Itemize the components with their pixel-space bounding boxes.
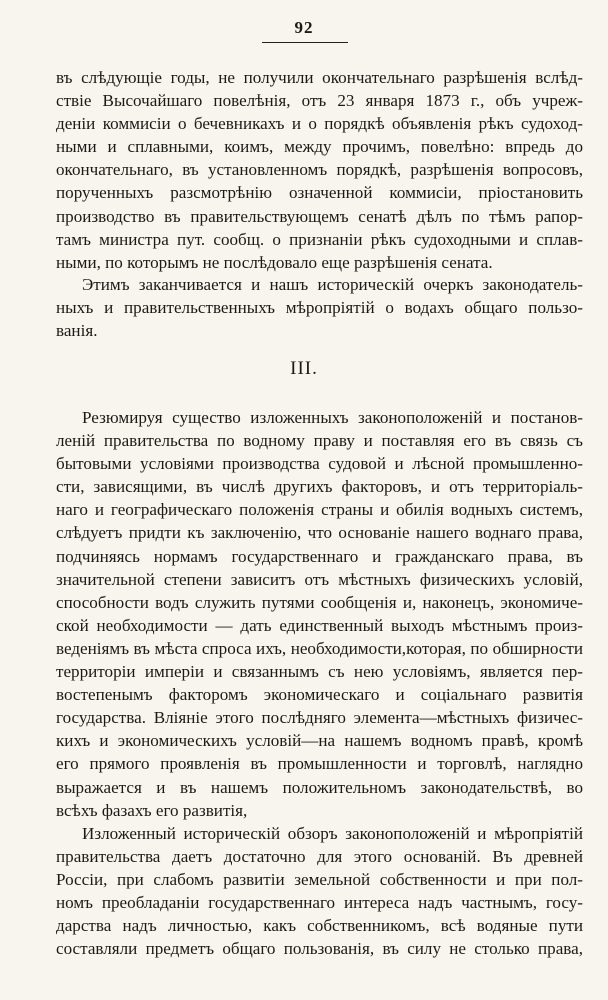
text-line: кихъ и экономическихъ условій—на нашемъ водномъ правѣ, кромѣ bbox=[56, 731, 583, 751]
text-line: выражается и въ нашемъ положительномъ законодательствѣ, во bbox=[56, 777, 583, 797]
text-line: деніи коммисіи о бечевникахъ и о порядкѣ объявленія рѣкъ судоход- bbox=[56, 114, 583, 134]
text-line: ными и сплавными, коимъ, между прочимъ, повелѣно: впредь до bbox=[56, 137, 583, 157]
text-line: веденіямъ въ мѣста спроса ихъ, необходимости,которая, по обширности bbox=[56, 638, 583, 658]
text-line: слѣдуетъ придти къ заключенію, что основаніе нашего воднаго права, bbox=[56, 523, 583, 543]
text-line: способности водъ служить путями сообщенія и, наконецъ, экономиче- bbox=[56, 592, 583, 612]
text-line: производство въ правительствующемъ сенатѣ дѣлъ по тѣмъ рапор- bbox=[56, 206, 583, 226]
text-line: ской необходимости — дать единственный выходъ мѣстнымъ произ- bbox=[56, 615, 583, 635]
text-line: порученныхъ разсмотрѣнію означенной коммисіи, пріостановить bbox=[56, 183, 583, 203]
text-line: бытовыми условіями производства судовой и лѣсной промышленно- bbox=[56, 454, 583, 474]
paragraph-4 bbox=[56, 822, 583, 961]
text-line: ныхъ и правительственныхъ мѣропріятій о водахъ общаго пользо- bbox=[56, 298, 583, 318]
text-line: составляли предметъ общаго пользованія, въ силу не столько права, bbox=[56, 939, 583, 959]
text-line: дарства надъ личностью, какъ собственникомъ, всѣ водяные пути bbox=[56, 916, 583, 936]
paragraph-2 bbox=[56, 273, 583, 342]
text-line: леній правительства по водному праву и поставляя его въ связь съ bbox=[56, 431, 583, 451]
text-line: окончательнаго, въ установленномъ порядкѣ, разрѣшенія вопросовъ, bbox=[56, 160, 583, 180]
text-line: всѣхъ фазахъ его развитія, bbox=[56, 800, 248, 820]
header-rule bbox=[262, 42, 348, 43]
text-line: въ слѣдующіе годы, не получили окончательнаго разрѣшенія вслѣд- bbox=[56, 68, 583, 87]
text-line: Этимъ заканчивается и нашъ историческій очеркъ законодатель- bbox=[82, 275, 583, 294]
text-line: сти, зависящими, въ числѣ другихъ факторовъ, и отъ территоріаль- bbox=[56, 477, 583, 497]
text-line: подчиняясь нормамъ государственнаго и гражданскаго права, въ bbox=[56, 546, 583, 566]
text-line: территоріи имперіи и связаннымъ съ нею условіямъ, является пер- bbox=[56, 662, 583, 682]
section-heading: III. bbox=[290, 358, 318, 379]
text-line: его прямого проявленія въ промышленности и торговлѣ, наглядно bbox=[56, 754, 583, 774]
text-line: Россіи, при слабомъ развитіи земельной собственности и при пол- bbox=[56, 870, 583, 890]
text-line: ствіе Высочайшаго повелѣнія, отъ 23 января 1873 г., объ учреж- bbox=[56, 91, 583, 111]
text-line: правительства даетъ достаточно для этого основаній. Въ древней bbox=[56, 847, 583, 867]
text-line: государства. Вліяніе этого послѣдняго элемента—мѣстныхъ физичес- bbox=[56, 708, 583, 728]
text-line: ванія. bbox=[56, 321, 98, 341]
text-line: ными, по которымъ не послѣдовало еще разрѣшенія сената. bbox=[56, 252, 493, 272]
text-line: тамъ министра пут. сообщ. о признаніи рѣкъ судоходными и сплав- bbox=[56, 229, 583, 249]
text-line: Изложенный историческій обзоръ законоположеній и мѣропріятій bbox=[82, 824, 583, 843]
text-line: значительной степени зависитъ отъ мѣстныхъ физическихъ условій, bbox=[56, 569, 583, 589]
text-line: наго и географическаго положенія страны и обилія водныхъ системъ, bbox=[56, 500, 583, 520]
text-line: Резюмируя существо изложенныхъ законоположеній и постанов- bbox=[82, 408, 583, 427]
text-line: номъ преобладаніи государственнаго интереса надъ частнымъ, госу- bbox=[56, 893, 583, 913]
page-number: 92 bbox=[294, 18, 314, 37]
paragraph-3 bbox=[56, 406, 583, 822]
text-line: востепенымъ факторомъ экономическаго и соціальнаго развитія bbox=[56, 685, 583, 705]
paragraph-1 bbox=[56, 66, 583, 274]
